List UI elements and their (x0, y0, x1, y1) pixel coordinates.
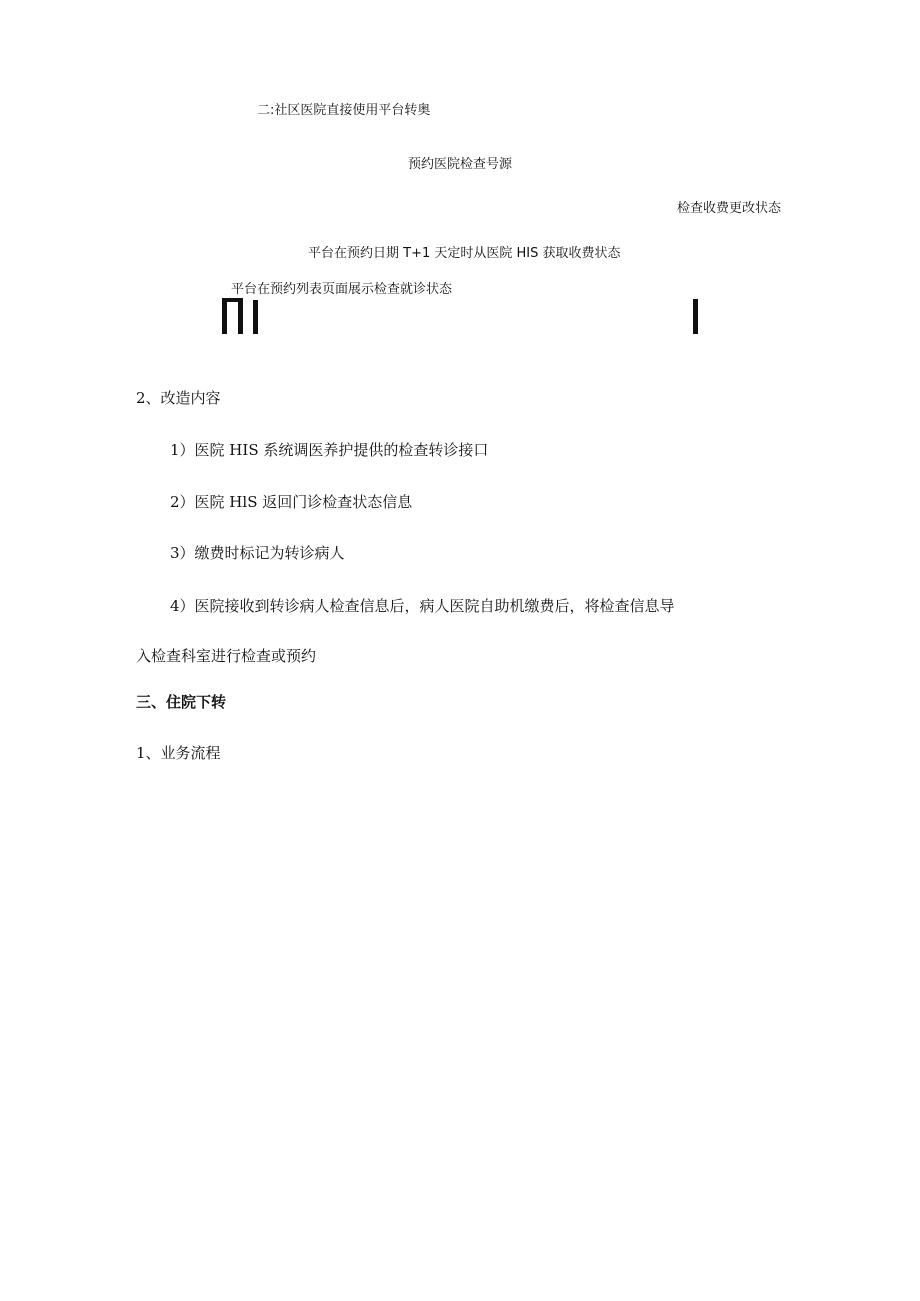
list-item-1: 1）医院 HIS 系统调医养护提供的检查转诊接口 (170, 441, 489, 459)
list-item-4-continuation: 入检查科室进行检查或预约 (136, 647, 317, 665)
flow-node-display: 平台在预约列表页面展示检查就诊状态 (231, 282, 453, 297)
diagram-bracket-right-bar (693, 299, 698, 334)
list-item-4: 4）医院接收到转诊病人检查信息后，病人医院自助机缴费后，将检查信息导 (170, 597, 675, 615)
diagram-bracket-left-bar (253, 300, 258, 334)
sub-heading-business-process: 1、业务流程 (136, 744, 221, 762)
section-heading-modify: 2、改造内容 (136, 389, 221, 407)
list-item-2: 2）医院 HlS 返回门诊检查状态信息 (170, 493, 413, 511)
diagram-bracket-left-vertical (222, 298, 227, 334)
section-heading-inpatient: 三、住院下转 (136, 693, 227, 711)
flow-title: 二:社区医院直接使用平台转奥 (257, 103, 431, 118)
diagram-bracket-left-inner (238, 298, 243, 334)
flow-node-fetch: 平台在预约日期 T+1 天定时从医院 HIS 获取收费状态 (308, 246, 621, 261)
flow-node-fee-status: 检查收费更改状态 (677, 201, 782, 216)
flow-node-reserve: 预约医院检查号源 (408, 157, 513, 172)
list-item-3: 3）缴费时标记为转诊病人 (170, 544, 345, 562)
